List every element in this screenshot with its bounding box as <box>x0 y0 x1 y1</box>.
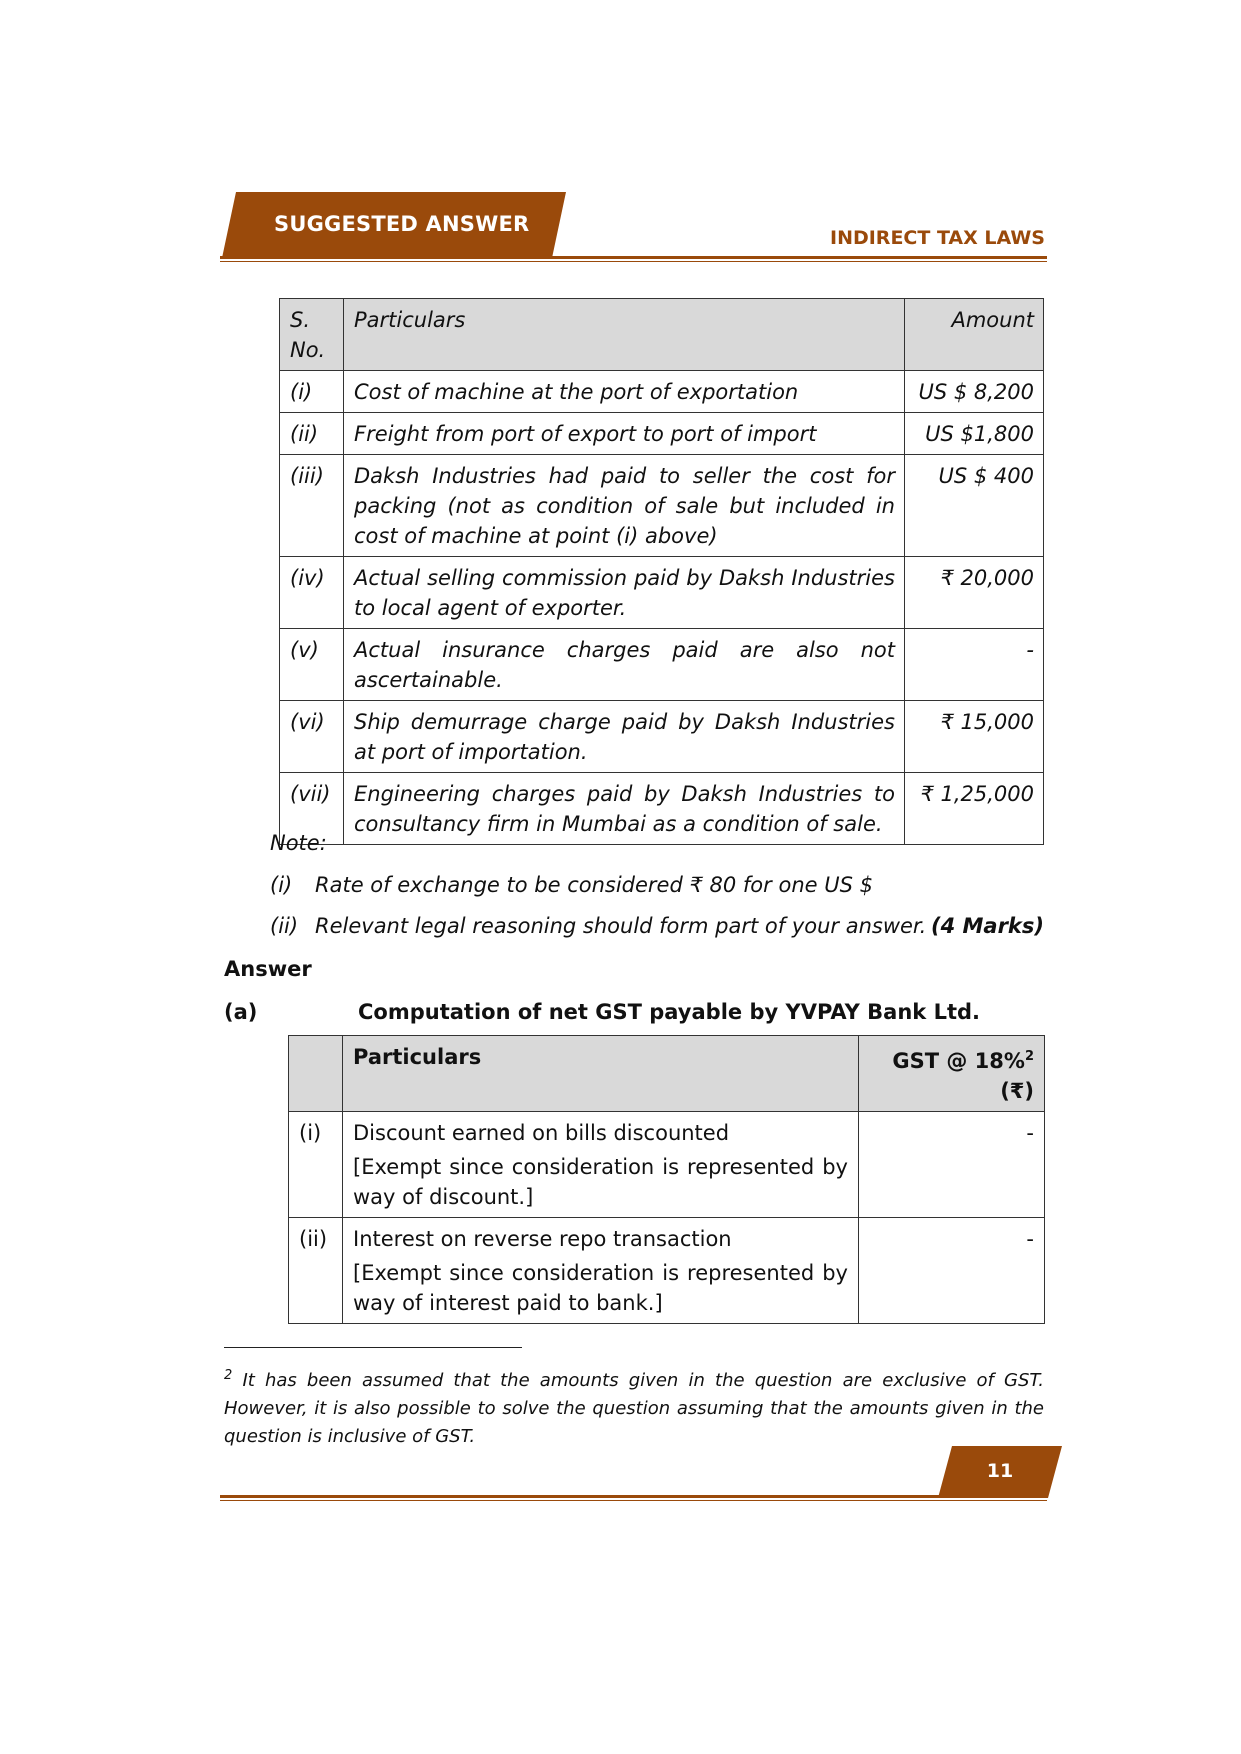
row-amount: US $ 8,200 <box>905 371 1044 413</box>
table-row <box>280 557 1044 629</box>
header-gst <box>859 1036 1045 1112</box>
note-item-text: Rate of exchange to be considered ₹ 80 for one US $ <box>315 873 873 897</box>
header-tab-label: SUGGESTED ANSWER <box>274 212 530 236</box>
row-particulars: Ship demurrage charge paid by Daksh Industries at port of importation. <box>344 701 905 773</box>
row-particulars: Actual selling commission paid by Daksh Industries to local agent of exporter. <box>344 557 905 629</box>
answer-part-title: Computation of net GST payable by YVPAY Bank Ltd. <box>358 1000 981 1024</box>
header-particulars: Particulars <box>344 299 905 371</box>
answer-table <box>288 1035 1045 1324</box>
row-sno: (v) <box>280 629 344 701</box>
row-particulars <box>343 1112 859 1218</box>
row-amount: ₹ 20,000 <box>905 557 1044 629</box>
table-row <box>280 629 1044 701</box>
page-number: 11 <box>986 1460 1014 1482</box>
row-gst-value: - <box>859 1112 1045 1218</box>
header-gst-unit: (₹) <box>1000 1079 1034 1103</box>
header-gst-label: GST @ 18% <box>892 1049 1025 1073</box>
row-sno: (ii) <box>280 413 344 455</box>
row-particulars: Daksh Industries had paid to seller the cost for packing (not as condition of sale but included in cost of machine at point (i) above) <box>344 455 905 557</box>
table-row <box>289 1218 1045 1324</box>
row-sno: (i) <box>289 1112 343 1218</box>
section-title: INDIRECT TAX LAWS <box>830 227 1045 249</box>
row-particulars <box>343 1218 859 1324</box>
row-explanation: [Exempt since consideration is represented by way of interest paid to bank.] <box>353 1261 848 1315</box>
row-sno: (ii) <box>289 1218 343 1324</box>
header-amount: Amount <box>905 299 1044 371</box>
table-row <box>280 773 1044 845</box>
row-sno: (i) <box>280 371 344 413</box>
row-amount: ₹ 1,25,000 <box>905 773 1044 845</box>
footer-rule <box>220 1495 1047 1498</box>
row-amount: ₹ 15,000 <box>905 701 1044 773</box>
marks-label: (4 Marks) <box>930 914 1044 938</box>
row-item: Discount earned on bills discounted <box>353 1121 730 1145</box>
table-row <box>280 701 1044 773</box>
row-particulars: Engineering charges paid by Daksh Industries to consultancy firm in Mumbai as a condition of sale. <box>344 773 905 845</box>
answer-part-label: (a) <box>224 1000 258 1024</box>
table-header-row <box>280 299 1044 371</box>
answer-heading: Answer <box>224 957 312 981</box>
row-item: Interest on reverse repo transaction <box>353 1227 732 1251</box>
row-sno: (iv) <box>280 557 344 629</box>
row-gst-value: - <box>859 1218 1045 1324</box>
row-amount: US $1,800 <box>905 413 1044 455</box>
question-table <box>279 298 1044 845</box>
row-particulars: Freight from port of export to port of import <box>344 413 905 455</box>
footnote-text: It has been assumed that the amounts given in the question are exclusive of GST. However, it is also possible to solve the question assuming that the amounts given in the question is inclusive of GST. <box>224 1370 1044 1447</box>
note-item-number: (ii) <box>270 914 299 938</box>
footnote-rule <box>224 1347 522 1348</box>
table-row <box>280 413 1044 455</box>
row-sno: (vi) <box>280 701 344 773</box>
header-rule-thin <box>220 261 1047 262</box>
table-row <box>280 371 1044 413</box>
header-rule <box>220 256 1047 259</box>
row-sno: (vii) <box>280 773 344 845</box>
table-row <box>289 1112 1045 1218</box>
note-item-number: (i) <box>270 873 293 897</box>
row-amount: US $ 400 <box>905 455 1044 557</box>
footnote-ref: 2 <box>1024 1049 1034 1064</box>
row-particulars: Cost of machine at the port of exportation <box>344 371 905 413</box>
row-amount: - <box>905 629 1044 701</box>
header-particulars: Particulars <box>343 1036 859 1112</box>
row-particulars: Actual insurance charges paid are also not ascertainable. <box>344 629 905 701</box>
footnote <box>224 1362 1044 1451</box>
header-sno: S. No. <box>280 299 344 371</box>
table-header-row <box>289 1036 1045 1112</box>
footer-rule-thin <box>220 1500 1047 1501</box>
header-sno <box>289 1036 343 1112</box>
footnote-marker: 2 <box>224 1368 233 1383</box>
note-title: Note: <box>270 831 327 855</box>
table-row <box>280 455 1044 557</box>
note-item-text: Relevant legal reasoning should form part of your answer. <box>315 914 927 938</box>
row-explanation: [Exempt since consideration is represented by way of discount.] <box>353 1155 848 1209</box>
row-sno: (iii) <box>280 455 344 557</box>
